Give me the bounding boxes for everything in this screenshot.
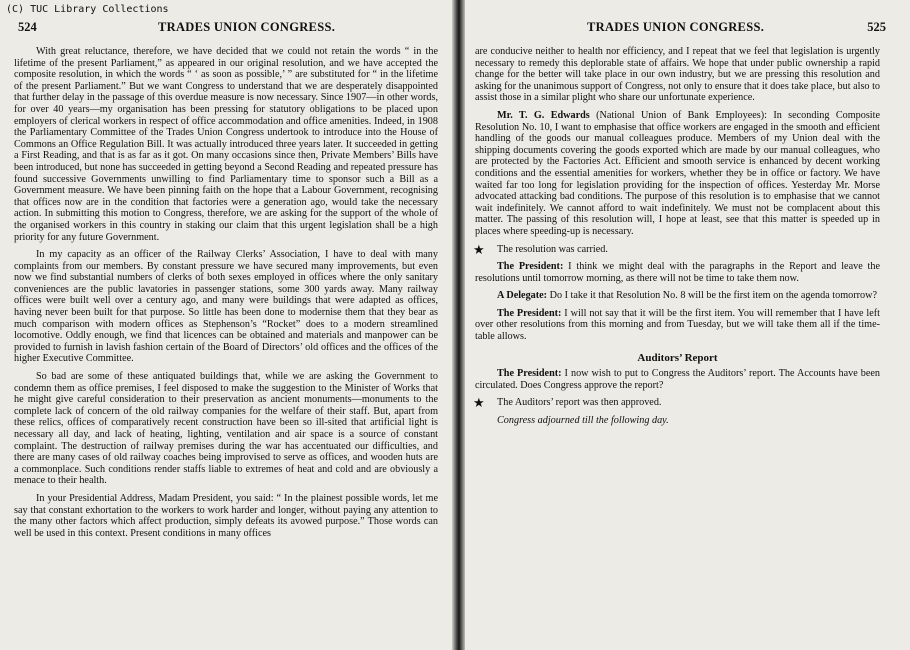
speech-edwards — [475, 110, 880, 238]
speaker-name: The President: — [497, 368, 562, 380]
star-icon: ★ — [473, 395, 485, 411]
speech-president — [475, 368, 880, 391]
star-icon: ★ — [473, 241, 485, 257]
right-running-title: TRADES UNION CONGRESS. — [587, 20, 765, 34]
speech-president — [475, 308, 880, 343]
paragraph: In your Presidential Address, Madam President, you said: “ In the plainest possible words, let me say that constant exhortation to the workers to work harder and longer, without paying any attention to the many other factors which affect production, simply defeats its avowed purpose.” Those words can well be used in this context. Present conditions in many offices — [14, 492, 438, 539]
paragraph: With great reluctance, therefore, we have decided that we could not retain the words “ in the lifetime of the present Parliament,” as appeared in our original resolution, and we have accepted the composite resolution, in which the words “ ‘ as soon as possible,’ ” are substituted for “ in the lifetime of the present Parliament.” But we want Congress to understand that we are desperately disappointed that further delay in the passage of this overdue measure is now necessary. Since 1907—in other words, for over 40 years—my organisation has been pressing for statutory obligations to be placed upon employers of clerical workers in respect of office accommodation and office amenities. Indeed, in 1908 the Parliamentary Committee of the Trades Union Congress undertook to introduce into the House of Commons an Office Regulation Bill. It was actually introduced three years later. It succeeded in getting a First Reading, and that is as far as it got. On many occasions since then, Private Members’ Bills have been introduced, but none has succeeded in getting beyond a Second Reading and repeated pressure has found successive Governments unwilling to find Parliamentary time to sponsor such a Bill as a Government measure. We have been pinning faith on the hope that a Labour Government, recognising that offices now are in the condition that factories were a generation ago, would take the necessary action. In submitting this motion to Congress, therefore, we are asking for the support of the whole of the organised workers in this country in staking our claim that this urgent legislation shall be a high priority for any future Government. — [14, 46, 438, 243]
paragraph: In my capacity as an officer of the Railway Clerks’ Association, I have to deal with many complaints from our members. By constant pressure we have secured many improvements, but even now we find substantial numbers of clerks of both sexes employed in offices where the only sanitary conveniences are the public lavatories in passenger stations, some 300 yards away. Many railway offices were built well over a century ago, and many were buildings that were adapted as offices, having never been built for that purpose. So little has been done to modernise them that they bear as much comparison with modern offices as Stephenson’s “Rocket” does to a modern streamlined locomotive. Oddly enough, we find that licences can be obtained and materials and manpower can be provided to furnish in lavish fashion certain of the Board of Directors’ old offices and the offices of the higher Executive Committee. — [14, 249, 438, 365]
watermark: (C) TUC Library Collections — [6, 4, 169, 15]
left-page-number: 524 — [18, 20, 37, 34]
speech-text: (National Union of Bank Employees): In seconding Composite Resolution No. 10, I want to emphasise that office workers are engaged in the smooth and efficient handling of the goods our manual colleagues produce. Members of my Union deal with the shipping documents covering the goods exported which are made by our manual colleagues, who are protected by the Factories Act. Efficient and smooth service is enhanced by decent working conditions and the essential amenities for workers, whether they be in office or factory. We have waited far too long for legislation providing for the inspection of offices. Yesterday Mr. Morse advocated attacking bad conditions. The purpose of this resolution is to emphasise that we cannot wait indefinitely. We cannot afford to wait indefinitely. We must not be complacent about this matter. The passing of this resolution will, I hope at least, see that this matter is speeded up in places where speeding-up is necessary. — [475, 109, 880, 237]
speech-text: I will not say that it will be the first item. You will remember that I have left over other resolutions from this morning and from Tuesday, but we will take them all if the time-table allows. — [475, 307, 881, 343]
speech-president — [475, 261, 880, 284]
speaker-name: The President: — [497, 307, 562, 319]
approved-text: The Auditors’ report was then approved. — [497, 397, 662, 409]
speech-text: I now wish to put to Congress the Auditors’ report. The Accounts have been circulated. Does Congress approve the report? — [475, 368, 880, 391]
right-page-body — [475, 46, 880, 427]
speech-text: I think we might deal with the paragraphs in the Report and leave the resolutions until tomorrow morning, as there will not be time to take them now. — [475, 261, 880, 284]
left-running-title: TRADES UNION CONGRESS. — [158, 20, 336, 34]
section-heading: Auditors’ Report — [637, 351, 718, 364]
right-page-number: 525 — [867, 20, 886, 34]
left-page — [0, 0, 453, 650]
resolution-carried — [473, 241, 880, 257]
book-gutter — [452, 0, 465, 650]
adjournment-note: Congress adjourned till the following day. — [497, 415, 669, 427]
report-approved — [475, 397, 880, 409]
paragraph: So bad are some of these antiquated buildings that, while we are asking the Government to condemn them as office premises, I feel disposed to make the suggestion to the Minister of Works that he might give careful consideration to their preservation as ancient monuments—monuments to the complete lack of concern of the old railway companies for the welfare of their staff. But, apart from these relics, offices of comparatively recent construction have been so ill-sited that artificial light is necessary all day, and lack of heating, lighting, ventilation and air space is a source of constant complaint. The destruction of railway premises during the war has accentuated our difficulties, and there are many cases of old railway coaches being improvised to serve as offices, and wooden huts are a commonplace. Such conditions render staffs liable to extremes of heat and cold and are obviously a menace to their health. — [14, 371, 438, 487]
speech-text: Do I take it that Resolution No. 8 will be the first item on the agenda tomorrow? — [547, 290, 877, 302]
speaker-name: The President: — [497, 261, 564, 273]
speaker-name: A Delegate: — [497, 290, 548, 302]
carried-text: The resolution was carried. — [497, 243, 608, 255]
right-page-header — [465, 20, 910, 36]
left-page-body — [14, 46, 438, 545]
paragraph-continuation: are conducive neither to health nor efficiency, and I repeat that we feel that legislation is urgently necessary to remedy this deplorable state of affairs. We hope that under public ownership a rapid change for the better will take place in our own industry, but we are pressing this resolution and asking for the unanimous support of Congress, not only to ensure that it does take place, but also to assist those in a similar plight who share our unfortunate experience. — [475, 46, 880, 104]
left-page-header — [0, 20, 452, 36]
speech-delegate — [475, 290, 880, 302]
speaker-name: Mr. T. G. Edwards — [497, 109, 590, 121]
right-page — [465, 0, 910, 650]
